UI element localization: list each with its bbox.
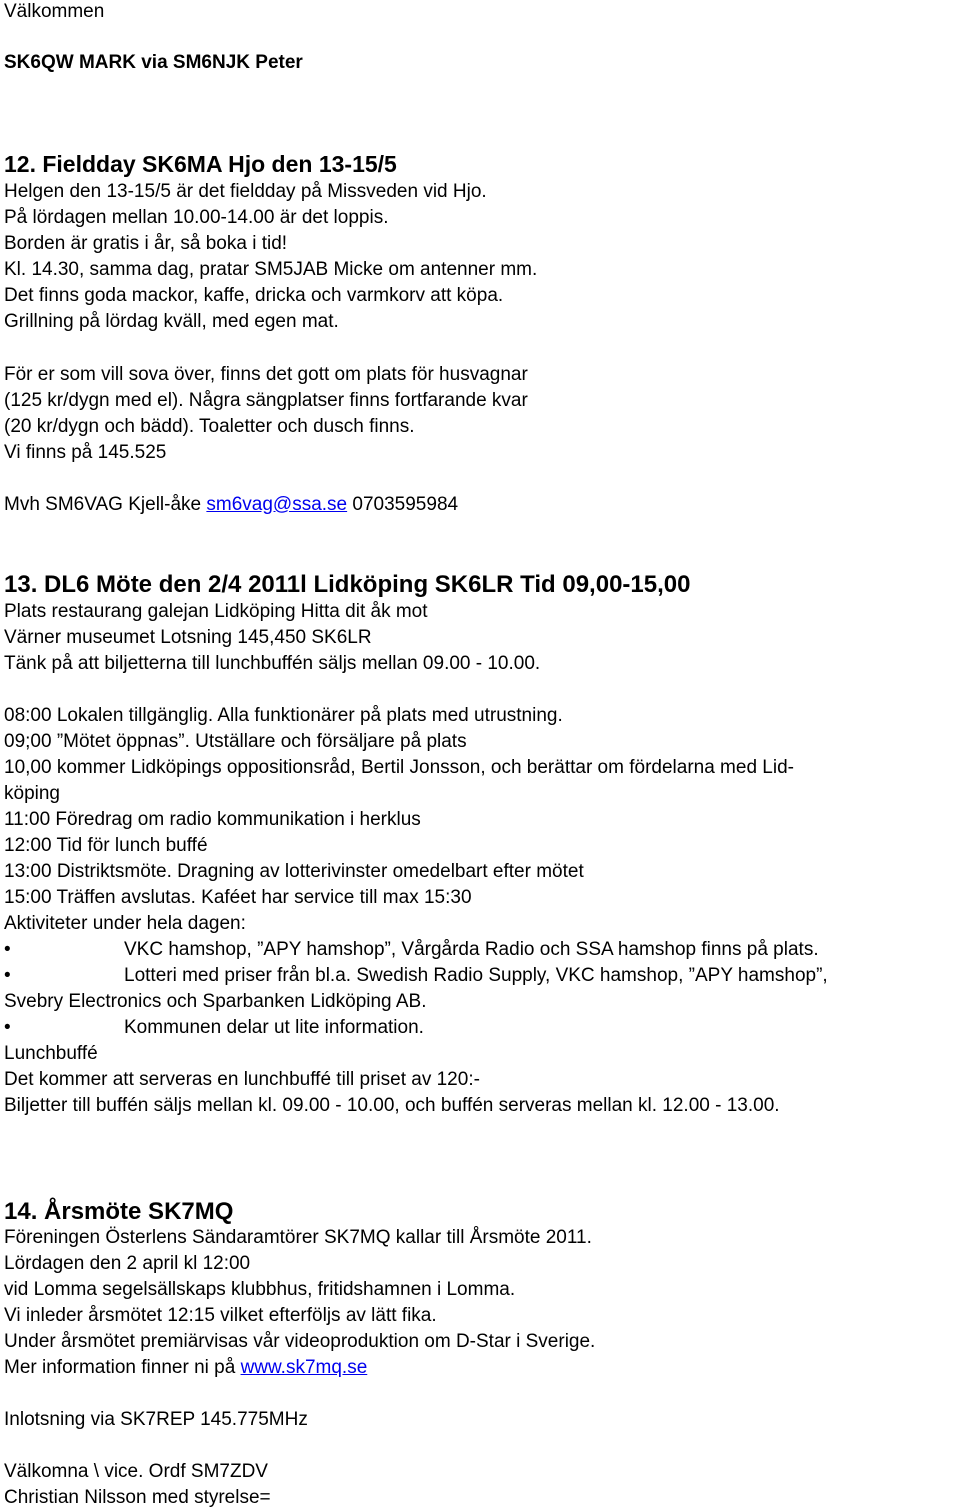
s14-line: vid Lomma segelsällskaps klubbhus, fritidshamnen i Lomma. — [4, 1279, 516, 1300]
lunch-line: Biljetter till buffén säljs mellan kl. 09.00 - 10.00, och buffén serveras mellan kl. 12.00 - 13.00. — [4, 1095, 780, 1116]
s12-line: Helgen den 13-15/5 är det fieldday på Missveden vid Hjo. — [4, 181, 487, 202]
email-link[interactable]: sm6vag@ssa.se — [206, 494, 348, 515]
s13-line: 13:00 Distriktsmöte. Dragning av lotterivinster omedelbart efter mötet — [4, 861, 584, 882]
s13-line: 10,00 kommer Lidköpings oppositionsråd, Bertil Jonsson, och berättar om fördelarna med Lid- — [4, 757, 794, 778]
s13-line: Aktiviteter under hela dagen: — [4, 913, 246, 934]
phone-text: 0703595984 — [347, 494, 459, 515]
more-info-text: Mer information finner ni på — [4, 1357, 241, 1378]
closing-line: Christian Nilsson med styrelse= — [4, 1487, 271, 1508]
bullet-item — [4, 966, 828, 985]
s14-more-info — [4, 1358, 367, 1377]
s13-line: 15:00 Träffen avslutas. Kaféet har service till max 15:30 — [4, 887, 472, 908]
s13-line: 09;00 ”Mötet öppnas”. Utställare och försäljare på plats — [4, 731, 467, 752]
s13-line: 08:00 Lokalen tillgänglig. Alla funktionärer på plats med utrustning. — [4, 705, 563, 726]
bullet-continuation: Svebry Electronics och Sparbanken Lidköping AB. — [4, 991, 427, 1012]
s12-line: Grillning på lördag kväll, med egen mat. — [4, 311, 339, 332]
bullet-marker: • — [4, 965, 11, 986]
section-13-title: 13. DL6 Möte den 2/4 2011l Lidköping SK6LR Tid 09,00-15,00 — [4, 571, 691, 598]
s14-line: Föreningen Österlens Sändaramtörer SK7MQ kallar till Årsmöte 2011. — [4, 1227, 592, 1248]
s13-line: 12:00 Tid för lunch buffé — [4, 835, 208, 856]
s14-line: Vi inleder årsmötet 12:15 vilket efterföljs av lätt fika. — [4, 1305, 437, 1326]
s12-signature — [4, 495, 458, 514]
s13-line: Tänk på att biljetterna till lunchbuffén säljs mellan 09.00 - 10.00. — [4, 653, 541, 674]
section-14-title: 14. Årsmöte SK7MQ — [4, 1198, 234, 1225]
bullet-marker: • — [4, 1017, 11, 1038]
s12-line: Det finns goda mackor, kaffe, dricka och varmkorv att köpa. — [4, 285, 504, 306]
s12-line: För er som vill sova över, finns det gott om plats för husvagnar — [4, 364, 528, 385]
bullet-item — [4, 1018, 424, 1037]
s13-line: Plats restaurang galejan Lidköping Hitta dit åk mot — [4, 601, 428, 622]
s12-line: På lördagen mellan 10.00-14.00 är det loppis. — [4, 207, 389, 228]
s12-line: Vi finns på 145.525 — [4, 442, 167, 463]
website-link[interactable]: www.sk7mq.se — [240, 1357, 368, 1378]
bullet-text: Kommunen delar ut lite information. — [124, 1017, 424, 1038]
qsy-line: Inlotsning via SK7REP 145.775MHz — [4, 1409, 308, 1430]
bullet-text: Lotteri med priser från bl.a. Swedish Radio Supply, VKC hamshop, ”APY hamshop”, — [124, 965, 828, 986]
section-12-title: 12. Fieldday SK6MA Hjo den 13-15/5 — [4, 151, 397, 177]
s14-line: Lördagen den 2 april kl 12:00 — [4, 1253, 251, 1274]
s13-line: köping — [4, 783, 60, 804]
s14-line: Under årsmötet premiärvisas vår videoproduktion om D-Star i Sverige. — [4, 1331, 596, 1352]
s12-line: (20 kr/dygn och bädd). Toaletter och dusch finns. — [4, 416, 415, 437]
s12-line: (125 kr/dygn med el). Några sängplatser finns fortfarande kvar — [4, 390, 528, 411]
bullet-item — [4, 940, 819, 959]
welcome-text: Välkommen — [4, 1, 105, 22]
s12-line: Borden är gratis i år, så boka i tid! — [4, 233, 288, 254]
s13-line: Värner museumet Lotsning 145,450 SK6LR — [4, 627, 372, 648]
s12-line: Kl. 14.30, samma dag, pratar SM5JAB Micke om antenner mm. — [4, 259, 538, 280]
s13-line: 11:00 Föredrag om radio kommunikation i herklus — [4, 809, 421, 830]
lunch-heading: Lunchbuffé — [4, 1043, 98, 1064]
bullet-marker: • — [4, 939, 11, 960]
bullet-text: VKC hamshop, ”APY hamshop”, Vårgårda Radio och SSA hamshop finns på plats. — [124, 939, 819, 960]
presenter-heading: SK6QW MARK via SM6NJK Peter — [4, 52, 303, 73]
closing-line: Välkomna \ vice. Ordf SM7ZDV — [4, 1461, 268, 1482]
lunch-line: Det kommer att serveras en lunchbuffé till priset av 120:- — [4, 1069, 480, 1090]
signature-text: Mvh SM6VAG Kjell-åke — [4, 494, 207, 515]
